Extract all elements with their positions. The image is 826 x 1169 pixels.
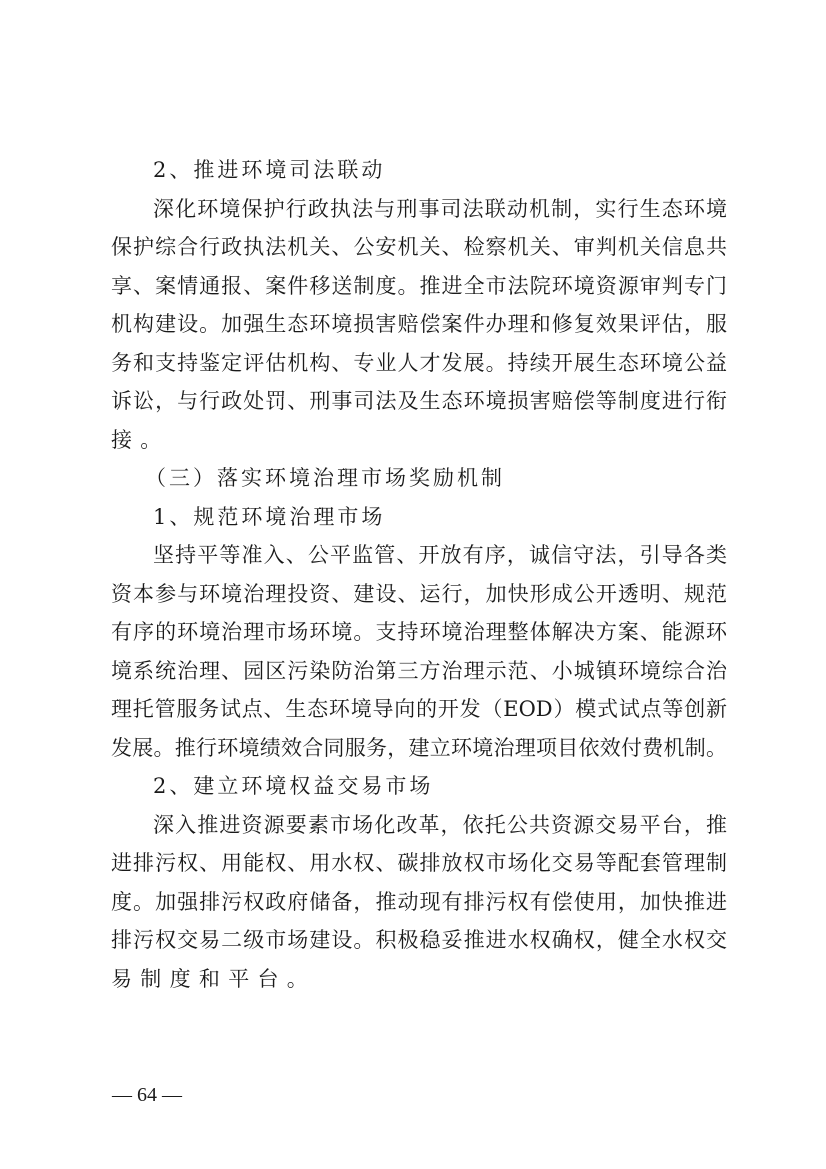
chapter-heading: （三）落实环境治理市场奖励机制 (145, 466, 505, 490)
paragraph-line: 易制度和平台。 (111, 967, 317, 991)
paragraph-line: 享、案情通报、案件移送制度。推进全市法院环境资源审判专门 (111, 274, 727, 298)
section-heading: 2、推进环境司法联动 (153, 158, 386, 182)
paragraph-line: 有序的环境治理市场环境。支持环境治理整体解决方案、能源环 (111, 620, 727, 644)
section-heading: 2、建立环境权益交易市场 (153, 774, 434, 798)
paragraph-line: 坚持平等准入、公平监管、开放有序，诚信守法，引导各类 (153, 543, 727, 567)
paragraph-line: 诉讼，与行政处罚、刑事司法及生态环境损害赔偿等制度进行衔 (111, 389, 727, 413)
section-heading: 1、规范环境治理市场 (153, 505, 386, 529)
paragraph-line: 接。 (111, 428, 170, 452)
page-number: — 64 — (112, 1084, 182, 1106)
paragraph-line: 发展。推行环境绩效合同服务，建立环境治理项目依效付费机制。 (111, 736, 727, 760)
paragraph-line: 保护综合行政执法机关、公安机关、检察机关、审判机关信息共 (111, 235, 727, 259)
paragraph-line: 排污权交易二级市场建设。积极稳妥推进水权确权，健全水权交 (111, 928, 727, 952)
paragraph-line: 理托管服务试点、生态环境导向的开发（EOD）模式试点等创新 (111, 697, 727, 721)
paragraph-line: 深化环境保护行政执法与刑事司法联动机制，实行生态环境 (153, 197, 727, 221)
paragraph-line: 资本参与环境治理投资、建设、运行，加快形成公开透明、规范 (111, 582, 727, 606)
paragraph-line: 度。加强排污权政府储备，推动现有排污权有偿使用，加快推进 (111, 890, 727, 914)
paragraph-line: 境系统治理、园区污染防治第三方治理示范、小城镇环境综合治 (111, 659, 727, 683)
paragraph-line: 进排污权、用能权、用水权、碳排放权市场化交易等配套管理制 (111, 851, 727, 875)
paragraph-line: 机构建设。加强生态环境损害赔偿案件办理和修复效果评估，服 (111, 312, 727, 336)
paragraph-line: 深入推进资源要素市场化改革，依托公共资源交易平台，推 (153, 813, 727, 837)
paragraph-line: 务和支持鉴定评估机构、专业人才发展。持续开展生态环境公益 (111, 351, 727, 375)
